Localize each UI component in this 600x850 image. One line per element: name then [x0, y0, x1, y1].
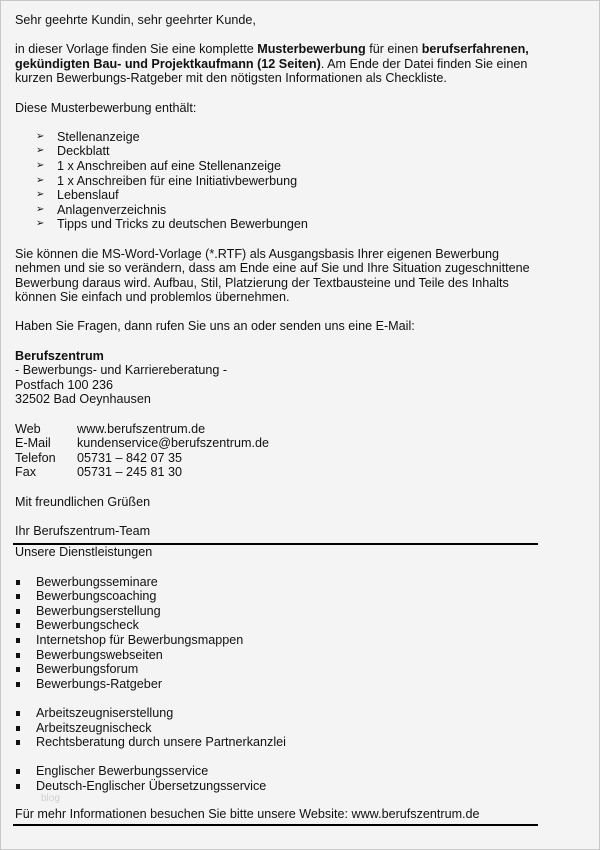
divider-top: [13, 543, 538, 545]
square-bullet-icon: [16, 769, 20, 774]
square-bullet-icon: [16, 667, 20, 672]
list-item-label: 1 x Anschreiben auf eine Stellenanzeige: [57, 158, 282, 173]
contents-list: [15, 130, 545, 232]
list-item: [15, 217, 545, 232]
square-bullet-icon: [16, 726, 20, 731]
company-name-text: Berufszentrum: [15, 348, 104, 363]
arrow-bullet-icon: ➢: [36, 189, 45, 201]
contact-row-fax: [15, 465, 545, 480]
questions-text: Haben Sie Fragen, dann rufen Sie uns an oder senden uns eine E-Mail:: [15, 319, 415, 334]
contact-label: Telefon: [15, 450, 56, 465]
square-bullet-icon: [16, 740, 20, 745]
contact-row-web: [15, 422, 545, 437]
list-item-label: Bewerbungscheck: [36, 618, 139, 633]
watermark: blog: [41, 793, 60, 805]
divider-bottom: [13, 824, 538, 826]
arrow-bullet-icon: ➢: [36, 218, 45, 230]
list-item: [15, 589, 545, 604]
square-bullet-icon: [16, 609, 20, 614]
list-item-label: Bewerbungswebseiten: [36, 647, 163, 662]
contact-value: 05731 – 842 07 35: [77, 450, 183, 465]
intro-paragraph: [15, 42, 545, 86]
contact-label: Fax: [15, 465, 36, 480]
list-item: [15, 618, 545, 633]
signature: Ihr Berufszentrum-Team: [15, 523, 151, 538]
closing: Mit freundlichen Grüßen: [15, 494, 151, 509]
list-item-label: Bewerbungscoaching: [36, 589, 157, 604]
arrow-bullet-icon: ➢: [36, 130, 45, 142]
company-name: [15, 349, 545, 364]
arrow-bullet-icon: ➢: [36, 159, 45, 171]
contact-row-email: [15, 436, 545, 451]
list-item: [15, 174, 545, 189]
square-bullet-icon: [16, 638, 20, 643]
services-list-2: [15, 706, 545, 750]
square-bullet-icon: [16, 784, 20, 789]
list-item: [15, 130, 545, 145]
square-bullet-icon: [16, 682, 20, 687]
company-postbox: Postfach 100 236: [15, 377, 114, 392]
arrow-bullet-icon: ➢: [36, 203, 45, 215]
list-item-label: Bewerbungserstellung: [36, 603, 161, 618]
services-list-3: [15, 764, 545, 793]
list-item: [15, 706, 545, 721]
list-item-label: 1 x Anschreiben für eine Initiativbewerbung: [57, 173, 298, 188]
list-item-label: Deckblatt: [57, 144, 110, 159]
intro-text-3: . Am Ende der Datei finden Sie einen kurzen Bewerbungs-Ratgeber mit den nötigsten Informationen als Checkliste.: [15, 56, 528, 86]
list-item: [15, 144, 545, 159]
contact-value: kundenservice@berufszentrum.de: [77, 436, 269, 451]
contact-label: E-Mail: [15, 436, 51, 451]
list-item-label: Anlagenverzeichnis: [57, 202, 167, 217]
contact-value: www.berufszentrum.de: [77, 421, 206, 436]
list-item-label: Bewerbungsforum: [36, 662, 139, 677]
list-item-label: Bewerbungsseminare: [36, 574, 158, 589]
services-list-1: [15, 575, 545, 692]
list-item-label: Bewerbungs-Ratgeber: [36, 676, 163, 691]
contact-row-phone: [15, 451, 545, 466]
list-item: [15, 764, 545, 779]
contents-heading: Diese Musterbewerbung enthält:: [15, 100, 197, 115]
usage-paragraph: Sie können die MS-Word-Vorlage (*.RTF) als Ausgangsbasis Ihrer eigenen Bewerbung nehmen und sie so verändern, dass am Ende eine auf Sie und Ihre Situation zugeschnittene Bewerbung daraus wird. Aufbau, Stil, Platzierung der Textbausteine und Teile des Inhalts können Sie einfach und problemlos übernehmen.: [15, 246, 530, 305]
list-item-label: Internetshop für Bewerbungsmappen: [36, 632, 244, 647]
list-item-label: Rechtsberatung durch unsere Partnerkanzlei: [36, 735, 286, 750]
document-content: [15, 13, 545, 828]
list-item: [15, 721, 545, 736]
contact-block: [15, 422, 545, 480]
company-tagline: - Bewerbungs- und Karriereberatung -: [15, 363, 228, 378]
square-bullet-icon: [16, 623, 20, 628]
company-city: 32502 Bad Oeynhausen: [15, 392, 151, 407]
list-item: [15, 648, 545, 663]
intro-bold-job-title: berufserfahrenen, gekündigten Bau- und Projektkaufmann (12 Seiten): [15, 42, 529, 71]
list-item-label: Englischer Bewerbungsservice: [36, 764, 209, 779]
arrow-bullet-icon: ➢: [36, 145, 45, 157]
list-item-label: Lebenslauf: [57, 188, 119, 203]
list-item: [15, 188, 545, 203]
contact-label: Web: [15, 421, 41, 436]
intro-text-2: für einen: [365, 42, 422, 57]
arrow-bullet-icon: ➢: [36, 174, 45, 186]
contact-value: 05731 – 245 81 30: [77, 465, 183, 480]
list-item: [15, 735, 545, 750]
intro-bold-musterbewerbung: Musterbewerbung: [257, 42, 366, 57]
footer-info: Für mehr Informationen besuchen Sie bitte unsere Website: www.berufszentrum.de: [15, 807, 480, 822]
list-item: [15, 203, 545, 218]
square-bullet-icon: [16, 711, 20, 716]
intro-text-1: in dieser Vorlage finden Sie eine komplette: [15, 42, 258, 57]
list-item: [15, 159, 545, 174]
list-item: [15, 677, 545, 692]
list-item: [15, 779, 545, 794]
salutation: Sehr geehrte Kundin, sehr geehrter Kunde,: [15, 13, 256, 27]
services-heading: Unsere Dienstleistungen: [15, 545, 153, 560]
list-item-label: Arbeitszeugnischeck: [36, 720, 152, 735]
list-item: [15, 662, 545, 677]
square-bullet-icon: [16, 653, 20, 658]
list-item: [15, 633, 545, 648]
square-bullet-icon: [16, 580, 20, 585]
list-item-label: Tipps und Tricks zu deutschen Bewerbungen: [57, 217, 308, 232]
list-item-label: Arbeitszeugniserstellung: [36, 705, 174, 720]
list-item: [15, 575, 545, 590]
list-item-label: Stellenanzeige: [57, 129, 140, 144]
square-bullet-icon: [16, 594, 20, 599]
list-item: [15, 604, 545, 619]
list-item-label: Deutsch-Englischer Übersetzungsservice: [36, 778, 267, 793]
